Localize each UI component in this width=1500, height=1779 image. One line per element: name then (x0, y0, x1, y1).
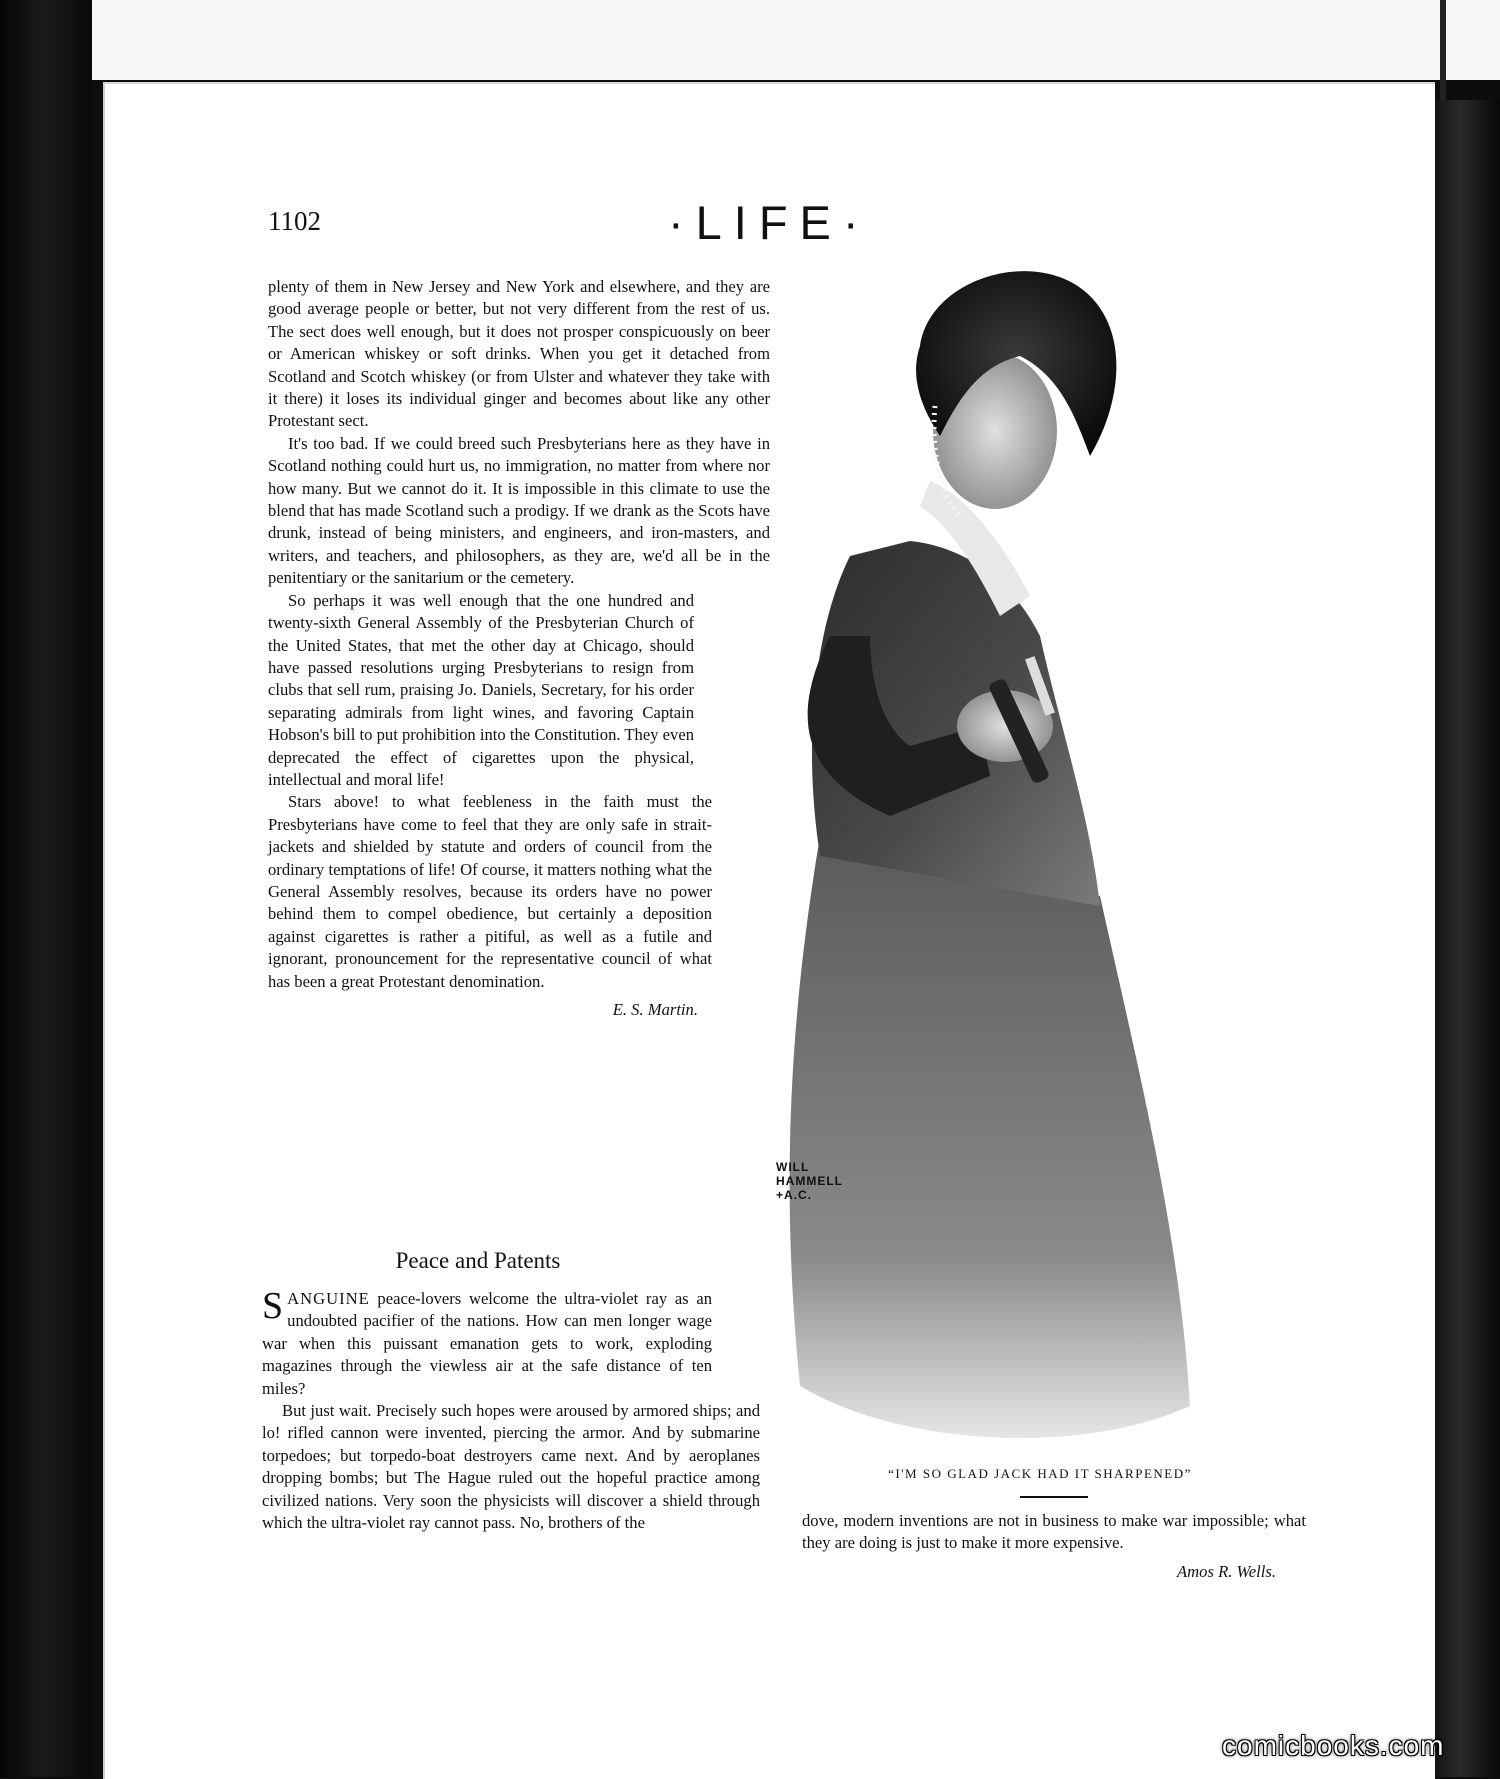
woman-illustration (760, 256, 1340, 1471)
article-paragraph (262, 1285, 712, 1400)
artist-signature-line: HAMMELL (776, 1174, 843, 1188)
article-paragraph: It's too bad. If we could breed such Presbyterians here as they have in Scotland nothing could hurt us, no immigration, no matter from where nor how many. But we cannot do it. It is impossible in this climate to use the blend that has made Scotland such a prodigy. If we drank as the Scots have drunk, instead of being ministers, and engineers, and iron-masters, and writers, and teachers, and philosophers, as they are, we'd all be in the penitentiary or the sanitarium or the cemetery. (268, 433, 770, 588)
paragraph-text: peace-lovers welcome the ultra-violet ray as an undoubted pacifier of the nations. How can men longer wage war when this puissant emanation gets to work, exploding magazines through the viewless air at the safe distance of ten miles? (262, 1289, 712, 1398)
scanner-right-border (1432, 100, 1500, 1777)
previous-page-edge (0, 0, 1500, 80)
article-paragraph: So perhaps it was well enough that the one hundred and twenty-sixth General Assembly of the Presbyterian Church of the United States, that met the other day at Chicago, should have passed resolutions urging Presbyterians to resign from clubs that sell rum, praising Jo. Daniels, Secretary, for his order separating admirals from light wines, and favoring Captain Hobson's bill to put prohibition into the Constitution. They even deprecated the effect of cigarettes upon the physical, intellectual and moral life! (268, 590, 694, 789)
article-column-1 (268, 276, 770, 1021)
article-paragraph: Stars above! to what feebleness in the faith must the Presbyterians have come to feel that they are only safe in strait-jackets and shielded by statute and orders of council from the ordinary temptations of life! Of course, it matters nothing what the General Assembly resolves, because its orders have no power behind them to compel obedience, but certainly a deposition against cigarettes is rather a pitiful, as well as a futile and ignorant, pronouncement for the representative council of what has been a great Protestant denomination. (268, 792, 712, 991)
drop-cap: S (262, 1285, 284, 1327)
illustration-caption: “I'M SO GLAD JACK HAD IT SHARPENED” (888, 1466, 1192, 1481)
author-signature: Amos R. Wells. (1177, 1561, 1276, 1581)
scanner-left-border (0, 0, 92, 1777)
artist-signature-line: +A.C. (776, 1188, 813, 1202)
caption-divider (1020, 1496, 1088, 1498)
lead-in-caps: ANGUINE (287, 1289, 370, 1308)
artist-signature (776, 1160, 843, 1202)
article-paragraph: dove, modern inventions are not in business to make war impossible; what they are doing is just to make it more expensive. (802, 1511, 1306, 1553)
article-column-continuation (802, 1510, 1306, 1583)
page-number: 1102 (268, 206, 321, 236)
author-signature: E. S. Martin. (612, 1000, 698, 1019)
skirt-shape (790, 836, 1190, 1438)
article-paragraph: plenty of them in New Jersey and New York and elsewhere, and they are good average people or better, but not very different from the rest of us. The sect does well enough, but it does not prosper conspicuously on beer or American whiskey or soft drinks. When you get it detached from Scotland and Scotch whiskey (or from Ulster and whatever they take with it there) it loses its individual ginger and becomes about like any other Protestant sect. (268, 277, 770, 431)
article-column-2 (262, 1285, 760, 1534)
artist-signature-line: WILL (776, 1160, 810, 1174)
article-headline: Peace and Patents (395, 1248, 561, 1273)
article-paragraph: But just wait. Precisely such hopes were aroused by armored ships; and lo! rifled cannon were invented, piercing the armor. And by submarine torpedoes; but torpedo-boat destroyers came next. And by aeroplanes dropping bombs; but The Hague ruled out the hopeful practice among civilized nations. Very soon the physicists will discover a shield through which the ultra-violet ray cannot pass. No, brothers of the (262, 1401, 760, 1533)
masthead-title: ·LIFE· (668, 196, 871, 249)
site-watermark: comicbooks.com (1222, 1730, 1445, 1761)
